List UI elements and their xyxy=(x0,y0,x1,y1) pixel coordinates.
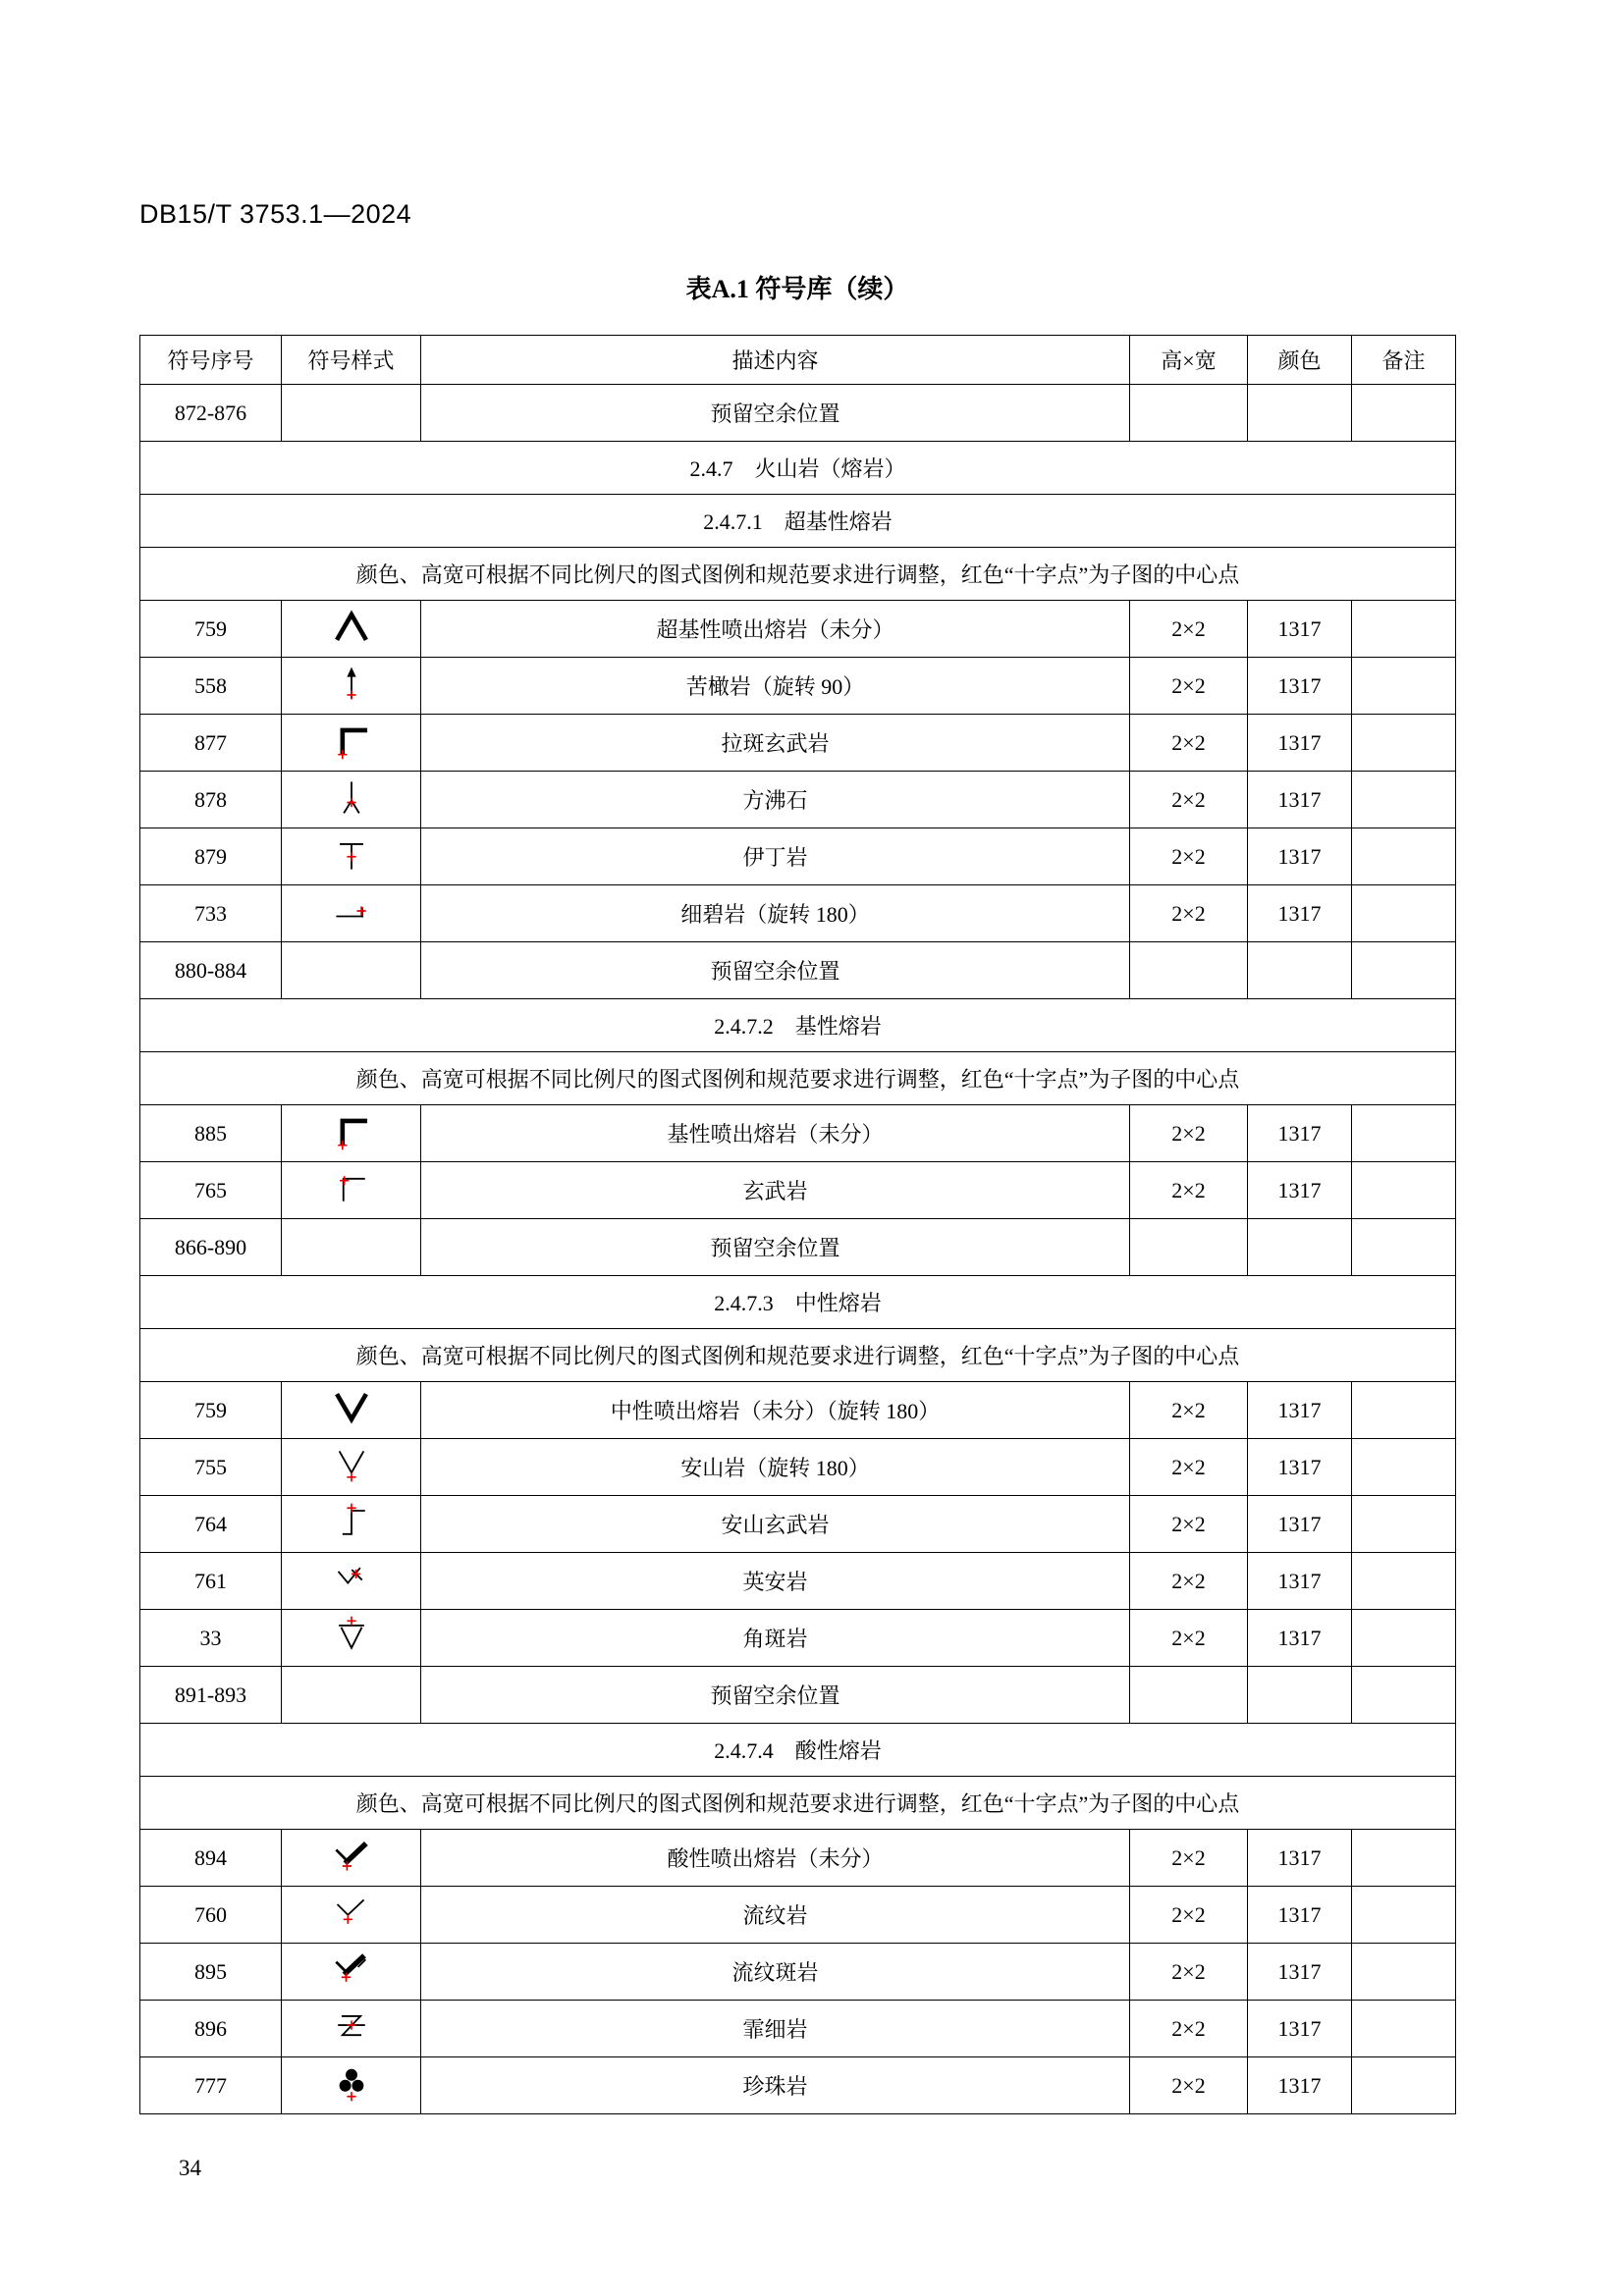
vee-topbar-cross-icon xyxy=(330,1614,373,1657)
section-title: 2.4.7.1 超基性熔岩 xyxy=(140,495,1456,548)
symbol-desc-cell: 预留空余位置 xyxy=(421,1219,1130,1276)
symbol-style-cell xyxy=(282,601,421,658)
symbol-row xyxy=(140,658,1456,715)
color-cell: 1317 xyxy=(1248,828,1352,885)
note-cell xyxy=(1352,1830,1456,1887)
symbol-desc-cell: 酸性喷出熔岩（未分） xyxy=(421,1830,1130,1887)
symbol-id-cell: 891-893 xyxy=(140,1667,282,1724)
corner-gamma-bold-cross-icon xyxy=(330,719,373,762)
symbol-row xyxy=(140,1944,1456,2001)
symbol-style-cell xyxy=(282,1667,421,1724)
size-cell xyxy=(1130,385,1248,442)
arrow-up-cross-icon xyxy=(330,662,373,705)
note-cell xyxy=(1352,658,1456,715)
note-cell xyxy=(1352,601,1456,658)
symbol-row xyxy=(140,2057,1456,2114)
note-cell xyxy=(1352,1887,1456,1944)
step-cross-icon xyxy=(330,1500,373,1543)
color-cell: 1317 xyxy=(1248,2057,1352,2114)
symbol-row xyxy=(140,1553,1456,1610)
symbol-style-cell xyxy=(282,885,421,942)
clubs-cross-icon xyxy=(330,2061,373,2105)
symbol-desc-cell: 超基性喷出熔岩（未分） xyxy=(421,601,1130,658)
size-cell: 2×2 xyxy=(1130,885,1248,942)
symbol-style-cell xyxy=(282,1219,421,1276)
tee-down-cross-icon xyxy=(330,832,373,876)
symbol-row xyxy=(140,1162,1456,1219)
adjustment-note: 颜色、高宽可根据不同比例尺的图式图例和规范要求进行调整，红色“十字点”为子图的中心点 xyxy=(140,1777,1456,1830)
symbol-id-cell: 879 xyxy=(140,828,282,885)
corner-gamma-thin-cross-icon xyxy=(330,1166,373,1209)
symbol-style-cell xyxy=(282,772,421,828)
symbol-desc-cell: 安山岩（旋转 180） xyxy=(421,1439,1130,1496)
symbol-desc-cell: 角斑岩 xyxy=(421,1610,1130,1667)
symbol-desc-cell: 预留空余位置 xyxy=(421,942,1130,999)
size-cell xyxy=(1130,1219,1248,1276)
column-header: 符号序号 xyxy=(140,336,282,385)
symbol-id-cell: 895 xyxy=(140,1944,282,2001)
section-row xyxy=(140,495,1456,548)
size-cell: 2×2 xyxy=(1130,1944,1248,2001)
section-title: 2.4.7.3 中性熔岩 xyxy=(140,1276,1456,1329)
symbol-id-cell: 764 xyxy=(140,1496,282,1553)
symbol-library-table xyxy=(139,335,1456,2114)
symbol-id-cell: 755 xyxy=(140,1439,282,1496)
symbol-row xyxy=(140,772,1456,828)
note-cell xyxy=(1352,1219,1456,1276)
symbol-id-cell: 877 xyxy=(140,715,282,772)
symbol-style-cell xyxy=(282,658,421,715)
section-title: 2.4.7 火山岩（熔岩） xyxy=(140,442,1456,495)
symbol-row xyxy=(140,1382,1456,1439)
symbol-desc-cell: 基性喷出熔岩（未分） xyxy=(421,1105,1130,1162)
symbol-row xyxy=(140,1887,1456,1944)
symbol-id-cell: 880-884 xyxy=(140,942,282,999)
symbol-id-cell: 558 xyxy=(140,658,282,715)
note-row xyxy=(140,548,1456,601)
symbol-desc-cell: 预留空余位置 xyxy=(421,385,1130,442)
size-cell: 2×2 xyxy=(1130,1105,1248,1162)
symbol-row xyxy=(140,942,1456,999)
symbol-desc-cell: 预留空余位置 xyxy=(421,1667,1130,1724)
note-cell xyxy=(1352,1553,1456,1610)
color-cell xyxy=(1248,1667,1352,1724)
size-cell: 2×2 xyxy=(1130,1887,1248,1944)
column-header: 备注 xyxy=(1352,336,1456,385)
section-title: 2.4.7.4 酸性熔岩 xyxy=(140,1724,1456,1777)
size-cell: 2×2 xyxy=(1130,1439,1248,1496)
symbol-id-cell: 878 xyxy=(140,772,282,828)
symbol-row xyxy=(140,1830,1456,1887)
note-cell xyxy=(1352,715,1456,772)
symbol-id-cell: 885 xyxy=(140,1105,282,1162)
note-cell xyxy=(1352,2001,1456,2057)
symbol-desc-cell: 英安岩 xyxy=(421,1553,1130,1610)
symbol-desc-cell: 流纹斑岩 xyxy=(421,1944,1130,2001)
size-cell: 2×2 xyxy=(1130,658,1248,715)
corner-gamma-bold-cross-icon xyxy=(330,1109,373,1152)
symbol-desc-cell: 拉斑玄武岩 xyxy=(421,715,1130,772)
color-cell: 1317 xyxy=(1248,601,1352,658)
symbol-style-cell xyxy=(282,1105,421,1162)
note-cell xyxy=(1352,385,1456,442)
color-cell: 1317 xyxy=(1248,1162,1352,1219)
adjustment-note: 颜色、高宽可根据不同比例尺的图式图例和规范要求进行调整，红色“十字点”为子图的中心点 xyxy=(140,1329,1456,1382)
size-cell: 2×2 xyxy=(1130,1553,1248,1610)
color-cell: 1317 xyxy=(1248,658,1352,715)
symbol-desc-cell: 中性喷出熔岩（未分）（旋转 180） xyxy=(421,1382,1130,1439)
symbol-row xyxy=(140,1105,1456,1162)
bar-tick-cross-icon xyxy=(330,889,373,933)
note-cell xyxy=(1352,1105,1456,1162)
color-cell: 1317 xyxy=(1248,715,1352,772)
note-cell xyxy=(1352,1496,1456,1553)
size-cell xyxy=(1130,942,1248,999)
note-cell xyxy=(1352,1610,1456,1667)
color-cell: 1317 xyxy=(1248,1610,1352,1667)
note-cell xyxy=(1352,885,1456,942)
column-header: 颜色 xyxy=(1248,336,1352,385)
color-cell xyxy=(1248,385,1352,442)
symbol-row xyxy=(140,601,1456,658)
note-cell xyxy=(1352,1162,1456,1219)
color-cell: 1317 xyxy=(1248,1382,1352,1439)
size-cell: 2×2 xyxy=(1130,601,1248,658)
symbol-style-cell xyxy=(282,2057,421,2114)
note-cell xyxy=(1352,1382,1456,1439)
page-number: 34 xyxy=(179,2156,201,2180)
color-cell: 1317 xyxy=(1248,1944,1352,2001)
symbol-row xyxy=(140,1219,1456,1276)
color-cell: 1317 xyxy=(1248,1830,1352,1887)
color-cell: 1317 xyxy=(1248,1105,1352,1162)
size-cell: 2×2 xyxy=(1130,2001,1248,2057)
symbol-style-cell xyxy=(282,715,421,772)
symbol-id-cell: 759 xyxy=(140,601,282,658)
symbol-row xyxy=(140,1667,1456,1724)
section-row xyxy=(140,1724,1456,1777)
symbol-style-cell xyxy=(282,1382,421,1439)
color-cell: 1317 xyxy=(1248,1496,1352,1553)
adjustment-note: 颜色、高宽可根据不同比例尺的图式图例和规范要求进行调整，红色“十字点”为子图的中心点 xyxy=(140,548,1456,601)
size-cell: 2×2 xyxy=(1130,828,1248,885)
symbol-id-cell: 733 xyxy=(140,885,282,942)
symbol-id-cell: 759 xyxy=(140,1382,282,1439)
symbol-style-cell xyxy=(282,1553,421,1610)
symbol-row xyxy=(140,715,1456,772)
note-cell xyxy=(1352,2057,1456,2114)
color-cell: 1317 xyxy=(1248,1439,1352,1496)
symbol-row xyxy=(140,885,1456,942)
symbol-row xyxy=(140,1610,1456,1667)
symbol-row xyxy=(140,828,1456,885)
check-bold-cross-icon xyxy=(330,1834,373,1877)
note-cell xyxy=(1352,942,1456,999)
vee-slash-cross-icon xyxy=(330,1557,373,1600)
symbol-row xyxy=(140,1496,1456,1553)
symbol-id-cell: 894 xyxy=(140,1830,282,1887)
stem-legs-cross-icon xyxy=(330,775,373,819)
note-cell xyxy=(1352,1439,1456,1496)
symbol-style-cell xyxy=(282,2001,421,2057)
symbol-desc-cell: 珍珠岩 xyxy=(421,2057,1130,2114)
symbol-row xyxy=(140,385,1456,442)
symbol-style-cell xyxy=(282,1610,421,1667)
chevron-down-bold-icon xyxy=(330,1386,373,1429)
size-cell: 2×2 xyxy=(1130,1830,1248,1887)
size-cell: 2×2 xyxy=(1130,1162,1248,1219)
size-cell: 2×2 xyxy=(1130,1382,1248,1439)
table-title: 表A.1 符号库（续） xyxy=(685,275,909,303)
symbol-desc-cell: 伊丁岩 xyxy=(421,828,1130,885)
note-cell xyxy=(1352,1944,1456,2001)
symbol-style-cell xyxy=(282,1496,421,1553)
section-title: 2.4.7.2 基性熔岩 xyxy=(140,999,1456,1052)
symbol-desc-cell: 苦橄岩（旋转 90） xyxy=(421,658,1130,715)
symbol-style-cell xyxy=(282,942,421,999)
color-cell: 1317 xyxy=(1248,1887,1352,1944)
size-cell: 2×2 xyxy=(1130,772,1248,828)
symbol-row xyxy=(140,1439,1456,1496)
chevron-up-bold-icon xyxy=(330,605,373,648)
table-header xyxy=(140,336,1456,385)
symbol-id-cell: 777 xyxy=(140,2057,282,2114)
section-row xyxy=(140,442,1456,495)
note-row xyxy=(140,1052,1456,1105)
header-row xyxy=(140,336,1456,385)
symbol-row xyxy=(140,2001,1456,2057)
symbol-style-cell xyxy=(282,1887,421,1944)
doc-number: DB15/T 3753.1—2024 xyxy=(139,199,412,229)
symbol-desc-cell: 流纹岩 xyxy=(421,1887,1130,1944)
size-cell: 2×2 xyxy=(1130,1610,1248,1667)
note-cell xyxy=(1352,828,1456,885)
symbol-style-cell xyxy=(282,1830,421,1887)
symbol-id-cell: 896 xyxy=(140,2001,282,2057)
section-row xyxy=(140,999,1456,1052)
size-cell: 2×2 xyxy=(1130,715,1248,772)
note-row xyxy=(140,1329,1456,1382)
symbol-desc-cell: 安山玄武岩 xyxy=(421,1496,1130,1553)
symbol-style-cell xyxy=(282,1162,421,1219)
check-bold-tail-cross-icon xyxy=(330,1948,373,1991)
size-cell xyxy=(1130,1667,1248,1724)
column-header: 符号样式 xyxy=(282,336,421,385)
check-thin-cross-icon xyxy=(330,1891,373,1934)
symbol-desc-cell: 方沸石 xyxy=(421,772,1130,828)
symbol-id-cell: 33 xyxy=(140,1610,282,1667)
color-cell xyxy=(1248,942,1352,999)
note-cell xyxy=(1352,772,1456,828)
section-row xyxy=(140,1276,1456,1329)
note-row xyxy=(140,1777,1456,1830)
color-cell: 1317 xyxy=(1248,2001,1352,2057)
zee-strike-icon xyxy=(330,2004,373,2048)
color-cell: 1317 xyxy=(1248,885,1352,942)
size-cell: 2×2 xyxy=(1130,1496,1248,1553)
symbol-id-cell: 760 xyxy=(140,1887,282,1944)
size-cell: 2×2 xyxy=(1130,2057,1248,2114)
table-body xyxy=(140,385,1456,2114)
adjustment-note: 颜色、高宽可根据不同比例尺的图式图例和规范要求进行调整，红色“十字点”为子图的中心点 xyxy=(140,1052,1456,1105)
symbol-style-cell xyxy=(282,1944,421,2001)
symbol-desc-cell: 细碧岩（旋转 180） xyxy=(421,885,1130,942)
symbol-style-cell xyxy=(282,828,421,885)
symbol-id-cell: 761 xyxy=(140,1553,282,1610)
symbol-id-cell: 866-890 xyxy=(140,1219,282,1276)
symbol-id-cell: 765 xyxy=(140,1162,282,1219)
symbol-style-cell xyxy=(282,385,421,442)
symbol-style-cell xyxy=(282,1439,421,1496)
symbol-desc-cell: 霏细岩 xyxy=(421,2001,1130,2057)
symbol-id-cell: 872-876 xyxy=(140,385,282,442)
chevron-down-thin-cross-icon xyxy=(330,1443,373,1486)
color-cell: 1317 xyxy=(1248,772,1352,828)
column-header: 高×宽 xyxy=(1130,336,1248,385)
note-cell xyxy=(1352,1667,1456,1724)
color-cell xyxy=(1248,1219,1352,1276)
color-cell: 1317 xyxy=(1248,1553,1352,1610)
column-header: 描述内容 xyxy=(421,336,1130,385)
symbol-desc-cell: 玄武岩 xyxy=(421,1162,1130,1219)
